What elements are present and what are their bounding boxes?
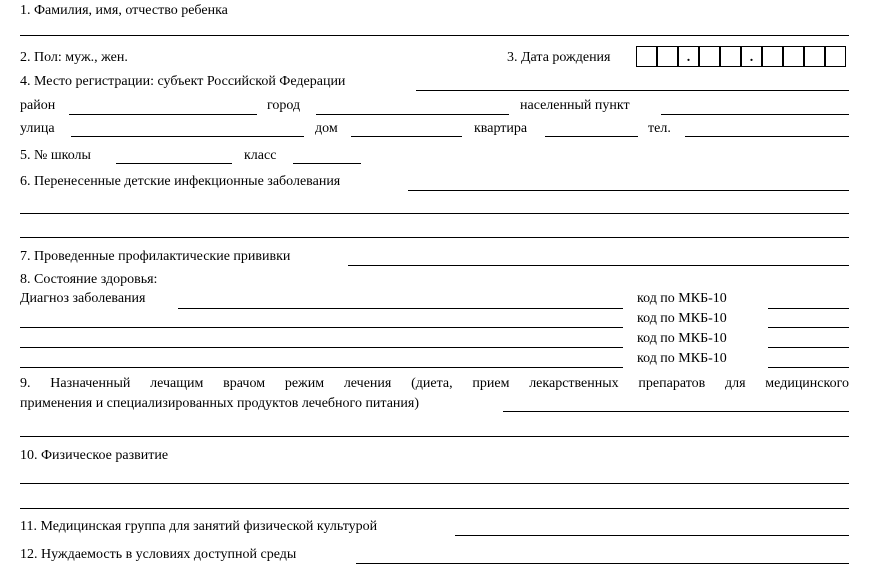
city-label: город: [267, 98, 301, 113]
physical-development-field-line-2[interactable]: [20, 508, 849, 509]
q9-label-line-1: 9. Назначенный лечащим врачом режим лечения (диета, прием лекарственных препаратов для медицинского: [20, 376, 849, 391]
dob-year-digit-3[interactable]: [804, 46, 825, 67]
treatment-field-line-2[interactable]: [20, 436, 849, 437]
icd-code-field-2[interactable]: [768, 327, 849, 328]
q10-label: 10. Физическое развитие: [20, 448, 169, 463]
district-field[interactable]: [69, 114, 257, 115]
diagnosis-label: Диагноз заболевания: [20, 291, 146, 306]
dob-year-digit-1[interactable]: [762, 46, 783, 67]
street-label: улица: [20, 121, 55, 136]
diagnosis-field-line-3[interactable]: [20, 347, 623, 348]
dob-separator-1: .: [678, 46, 699, 67]
accessible-environment-field[interactable]: [356, 563, 849, 564]
dob-month-digit-1[interactable]: [699, 46, 720, 67]
q1-label: 1. Фамилия, имя, отчество ребенка: [20, 3, 228, 18]
q9-label-line-2: применения и специализированных продуктов лечебного питания): [20, 396, 420, 411]
icd-code-field-3[interactable]: [768, 347, 849, 348]
apartment-field[interactable]: [545, 136, 638, 137]
school-number-field[interactable]: [116, 163, 232, 164]
dob-month-digit-2[interactable]: [720, 46, 741, 67]
class-label: класс: [244, 148, 277, 163]
medical-group-field[interactable]: [455, 535, 849, 536]
dob-day-digit-1[interactable]: [636, 46, 657, 67]
icd-code-label-4: код по МКБ-10: [637, 351, 727, 366]
dob-separator-2: .: [741, 46, 762, 67]
infections-field-line-2[interactable]: [20, 213, 849, 214]
q12-label: 12. Нуждаемость в условиях доступной среды: [20, 547, 297, 562]
physical-development-field-line-1[interactable]: [20, 483, 849, 484]
q5-label: 5. № школы: [20, 148, 91, 163]
icd-code-field-1[interactable]: [768, 308, 849, 309]
settlement-field[interactable]: [661, 114, 849, 115]
city-field[interactable]: [316, 114, 509, 115]
district-label: район: [20, 98, 56, 113]
q1-full-name-field[interactable]: [20, 35, 849, 36]
diagnosis-field-line-2[interactable]: [20, 327, 623, 328]
q6-label: 6. Перенесенные детские инфекционные заболевания: [20, 174, 341, 189]
street-field[interactable]: [71, 136, 304, 137]
icd-code-label-2: код по МКБ-10: [637, 311, 727, 326]
dob-year-digit-4[interactable]: [825, 46, 846, 67]
infections-field-line-3[interactable]: [20, 237, 849, 238]
settlement-label: населенный пункт: [520, 98, 630, 113]
icd-code-field-4[interactable]: [768, 367, 849, 368]
icd-code-label-1: код по МКБ-10: [637, 291, 727, 306]
house-label: дом: [315, 121, 338, 136]
apartment-label: квартира: [474, 121, 528, 136]
q2-label: 2. Пол: муж., жен.: [20, 50, 128, 65]
treatment-field-line-1[interactable]: [503, 411, 849, 412]
region-field[interactable]: [416, 90, 849, 91]
phone-label: тел.: [648, 121, 671, 136]
q4-label: 4. Место регистрации: субъект Российской Федерации: [20, 74, 346, 89]
dob-day-digit-2[interactable]: [657, 46, 678, 67]
class-field[interactable]: [293, 163, 361, 164]
diagnosis-field-line-1[interactable]: [178, 308, 623, 309]
infections-field-line-1[interactable]: [408, 190, 849, 191]
vaccinations-field[interactable]: [348, 265, 849, 266]
icd-code-label-3: код по МКБ-10: [637, 331, 727, 346]
q8-label: 8. Состояние здоровья:: [20, 272, 158, 287]
house-field[interactable]: [351, 136, 462, 137]
q11-label: 11. Медицинская группа для занятий физической культурой: [20, 519, 378, 534]
q7-label: 7. Проведенные профилактические прививки: [20, 249, 291, 264]
diagnosis-field-line-4[interactable]: [20, 367, 623, 368]
q3-label: 3. Дата рождения: [507, 50, 611, 65]
phone-field[interactable]: [685, 136, 849, 137]
dob-year-digit-2[interactable]: [783, 46, 804, 67]
